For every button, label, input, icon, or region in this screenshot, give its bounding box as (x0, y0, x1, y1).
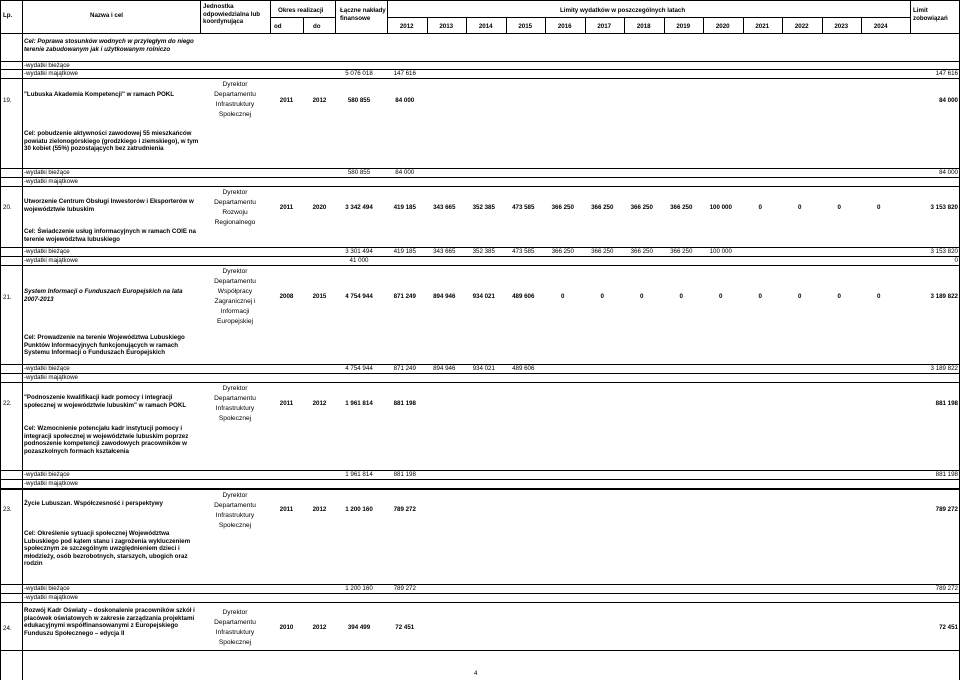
unit-line: Społecznej (218, 522, 252, 529)
value-cell: 366 250 (630, 204, 653, 211)
header-from: od (274, 23, 282, 30)
value-cell: 789 272 (935, 506, 958, 513)
value-cell: 0 (561, 293, 565, 300)
grid-line (0, 177, 960, 178)
project-name: Utworzenie Centrum Obsługi Inwestorów i Eksporterów w województwie lubuskim (24, 198, 194, 213)
unit-line: Zagranicznej i (214, 298, 256, 305)
row-number: 19. (3, 97, 12, 104)
value-cell: 0 (877, 204, 881, 211)
value-cell: 0 (679, 293, 683, 300)
goal-text: Cel: Prowadzenie na terenie Województwa Lubuskiego Punktów Informacyjnych funkcjonujących w ramach Systemu Informacji o Funduszach Europejskich (24, 334, 185, 357)
value-cell: 366 250 (670, 204, 693, 211)
unit-line: Departamentu (214, 619, 256, 626)
grid-line (22, 0, 23, 680)
header-year: 2021 (755, 23, 770, 30)
value-cell: 1 961 814 (345, 400, 373, 407)
capital-label: -wydatki majątkowe (24, 178, 78, 185)
grid-line (0, 256, 960, 257)
unit-line: Infrastruktury (215, 512, 255, 519)
value-cell: 419 185 (393, 248, 416, 255)
header-year: 2024 (873, 23, 888, 30)
current-label: -wydatki bieżące (24, 471, 70, 478)
unit-line: Europejskiej (217, 318, 253, 325)
unit-line: Społecznej (218, 639, 252, 646)
header-unit: koordynująca (203, 18, 244, 26)
value-cell: 0 (954, 257, 958, 264)
unit-line: Rozwoju (222, 209, 248, 216)
value-cell: 147 616 (935, 70, 958, 77)
value-cell: 100 000 (709, 248, 732, 255)
grid-line (303, 17, 304, 33)
grid-line (0, 69, 960, 70)
header-period: Okres realizacji (278, 7, 324, 14)
value-cell: 489 606 (512, 293, 535, 300)
header-year: 2023 (834, 23, 849, 30)
unit-line: Informacji (220, 308, 250, 315)
value-cell: 789 272 (393, 506, 416, 513)
unit-line: Departamentu (214, 502, 256, 509)
value-cell: 881 198 (935, 471, 958, 478)
value-cell: 934 021 (472, 293, 495, 300)
header-name: Nazwa i cel (90, 12, 124, 19)
unit-line: Infrastruktury (215, 101, 255, 108)
grid-line (0, 0, 960, 1)
unit-line: Departamentu (214, 199, 256, 206)
goal-text: Cel: Świadczenie usług informacyjnych w ramach COIE na terenie województwa lubuskiego (24, 228, 196, 243)
value-cell: 0 (798, 204, 802, 211)
header-limits: Limity wydatków w poszczególnych latach (560, 7, 686, 14)
capital-label: -wydatki majątkowe (24, 70, 78, 77)
unit-line: Infrastruktury (215, 405, 255, 412)
grid-line (0, 382, 960, 383)
value-cell: 881 198 (935, 400, 958, 407)
value-cell: 147 616 (393, 70, 416, 77)
capital-label: -wydatki majątkowe (24, 257, 78, 264)
value-cell: 4 754 944 (345, 365, 373, 372)
header-total: Łączne nakłady (340, 7, 386, 14)
from-year: 2010 (279, 624, 294, 631)
to-year: 2020 (312, 204, 327, 211)
from-year: 2011 (279, 97, 294, 104)
unit-line: Dyrektor (222, 492, 248, 499)
header-year: 2015 (518, 23, 533, 30)
project-name: "Lubuska Akademia Kompetencji" w ramach POKL (24, 91, 175, 98)
unit-line: Departamentu (214, 91, 256, 98)
value-cell: 394 499 (347, 624, 371, 631)
value-cell: 352 385 (472, 248, 495, 255)
value-cell: 1 200 160 (345, 506, 373, 513)
grid-line (0, 78, 960, 79)
value-cell: 84 000 (939, 97, 958, 104)
capital-label: -wydatki majątkowe (24, 594, 78, 601)
row-number: 24. (3, 625, 12, 632)
current-label: -wydatki bieżące (24, 62, 70, 69)
value-cell: 3 189 822 (930, 365, 958, 372)
value-cell: 84 000 (395, 97, 415, 104)
value-cell: 3 342 494 (345, 204, 373, 211)
unit-line: Dyrektor (222, 385, 248, 392)
project-name: System Informacji o Funduszach Europejskich na lata 2007-2013 (24, 288, 183, 303)
header-year: 2017 (597, 23, 612, 30)
unit-line: Współpracy (217, 288, 253, 295)
header-year: 2013 (439, 23, 454, 30)
header-limit: Limit (913, 7, 928, 14)
header-unit: Jednostka (203, 3, 234, 10)
value-cell: 3 153 820 (930, 248, 958, 255)
to-year: 2015 (312, 293, 327, 300)
from-year: 2011 (279, 400, 294, 407)
value-cell: 473 585 (512, 204, 535, 211)
value-cell: 419 185 (393, 204, 416, 211)
unit-line: Społecznej (218, 111, 252, 118)
value-cell: 352 385 (472, 204, 495, 211)
value-cell: 366 250 (630, 248, 653, 255)
value-cell: 871 249 (393, 365, 416, 372)
value-cell: 343 665 (433, 248, 456, 255)
grid-line (0, 650, 960, 651)
grid-line (0, 479, 960, 480)
value-cell: 0 (600, 293, 604, 300)
value-cell: 894 946 (433, 293, 456, 300)
project-name: Życie Lubuszan. Współczesność i perspektywy (24, 500, 163, 507)
unit-line: Infrastruktury (215, 629, 255, 636)
unit-line: Dyrektor (222, 609, 248, 616)
to-year: 2012 (312, 400, 327, 407)
grid-line (910, 0, 911, 33)
header-year: 2012 (399, 23, 414, 30)
capital-label: -wydatki majątkowe (24, 480, 78, 487)
grid-line (0, 584, 960, 585)
header-lp: Lp. (3, 12, 13, 19)
header-unit: odpowiedzialna lub (203, 10, 261, 18)
to-year: 2012 (312, 506, 327, 513)
value-cell: 0 (758, 293, 762, 300)
header-year: 2016 (557, 23, 572, 30)
unit-line: Dyrektor (222, 81, 248, 88)
row-number: 22. (3, 400, 12, 407)
value-cell: 580 855 (347, 97, 371, 104)
goal-text: Cel: Określenie sytuacji społecznej Województwa Lubuskiego pod kątem stanu i zagrożenia wykluczeniem społecznym ze szczególnym uwzględnieniem dzieci i młodzieży, osób bezrobotnych, starszych, ubogich oraz rodzin (24, 530, 191, 568)
grid-line (0, 602, 960, 603)
value-cell: 366 250 (591, 204, 614, 211)
value-cell: 0 (798, 293, 802, 300)
grid-line (335, 0, 336, 33)
value-cell: 789 272 (935, 585, 958, 592)
project-name: Rozwój Kadr Oświaty – doskonalenie pracowników szkół i placówek oświatowych w zakresie zarządzania projektami edukacyjnymi współfinansowanymi z Europejskiego Funduszu Społecznego – edycja II (24, 607, 195, 637)
value-cell: 3 301 494 (345, 248, 373, 255)
value-cell: 473 585 (512, 248, 535, 255)
value-cell: 1 200 160 (345, 585, 373, 592)
header-total: finansowe (340, 15, 371, 22)
value-cell: 343 665 (433, 204, 456, 211)
from-year: 2011 (279, 506, 294, 513)
current-label: -wydatki bieżące (24, 169, 70, 176)
row-number: 23. (3, 506, 12, 513)
value-cell: 0 (837, 293, 841, 300)
grid-line (0, 489, 960, 490)
grid-line (200, 0, 201, 33)
capital-label: -wydatki majątkowe (24, 374, 78, 381)
grid-line (0, 186, 960, 187)
unit-line: Społecznej (218, 415, 252, 422)
value-cell: 3 189 822 (930, 293, 958, 300)
value-cell: 789 272 (393, 585, 416, 592)
to-year: 2012 (312, 97, 327, 104)
unit-line: Dyrektor (222, 189, 248, 196)
grid-line (0, 33, 960, 34)
grid-line (0, 168, 960, 169)
value-cell: 934 021 (472, 365, 495, 372)
value-cell: 366 250 (670, 248, 693, 255)
value-cell: 366 250 (551, 204, 574, 211)
value-cell: 72 451 (395, 624, 415, 631)
value-cell: 366 250 (591, 248, 614, 255)
goal-text: Cel: pobudzenie aktywności zawodowej 55 mieszkańców powiatu zielonogórskiego (grodzkiego i ziemskiego), w tym 30 kobiet (55%) pozostających bez zatrudnienia (24, 130, 199, 153)
value-cell: 366 250 (551, 248, 574, 255)
current-label: -wydatki bieżące (24, 365, 70, 372)
value-cell: 489 606 (512, 365, 535, 372)
header-limit: zobowiązań (913, 15, 948, 22)
value-cell: 871 249 (393, 293, 416, 300)
grid-line (0, 470, 960, 471)
value-cell: 580 855 (347, 169, 371, 176)
value-cell: 1 961 814 (345, 471, 373, 478)
to-year: 2012 (312, 624, 327, 631)
header-year: 2022 (794, 23, 809, 30)
goal-text: Cel: Wzmocnienie potencjału kadr instytucji pomocy i integracji społecznej w województwie lubuskim poprzez podnoszenie kompetencji zawodowych pracowników w pozaszkolnych formach kształcenia (24, 425, 189, 455)
header-year: 2019 (676, 23, 691, 30)
value-cell: 3 153 820 (930, 204, 958, 211)
value-cell: 0 (877, 293, 881, 300)
unit-line: Regionalnego (214, 219, 256, 226)
grid-line (0, 593, 960, 594)
value-cell: 881 198 (393, 400, 416, 407)
grid-line (0, 61, 960, 62)
grid-line (0, 0, 1, 680)
value-cell: 4 754 944 (345, 293, 373, 300)
value-cell: 100 000 (709, 204, 732, 211)
goal-text: Cel: Poprawa stosunków wodnych w przyległym do niego terenie zabudowanym jak i użytkowanym rolniczo (24, 38, 194, 53)
unit-line: Dyrektor (222, 268, 248, 275)
row-number: 20. (3, 204, 12, 211)
grid-line (0, 265, 960, 266)
page-number: 4 (474, 670, 478, 677)
value-cell: 0 (640, 293, 644, 300)
header-year: 2018 (636, 23, 651, 30)
value-cell: 5 076 018 (345, 70, 373, 77)
value-cell: 84 000 (395, 169, 415, 176)
current-label: -wydatki bieżące (24, 585, 70, 592)
value-cell: 0 (719, 293, 723, 300)
project-name: "Podnoszenie kwalifikacji kadr pomocy i integracji społecznej w województwie lubuskim" w ramach POKL (24, 394, 187, 409)
value-cell: 84 000 (939, 169, 958, 176)
value-cell: 894 946 (433, 365, 456, 372)
header-year: 2014 (478, 23, 493, 30)
from-year: 2011 (279, 204, 294, 211)
unit-line: Departamentu (214, 278, 256, 285)
value-cell: 0 (758, 204, 762, 211)
header-year: 2020 (715, 23, 730, 30)
from-year: 2008 (279, 293, 294, 300)
row-number: 21. (3, 294, 12, 301)
header-to: do (313, 23, 321, 30)
grid-line (0, 373, 960, 374)
current-label: -wydatki bieżące (24, 248, 70, 255)
unit-line: Departamentu (214, 395, 256, 402)
value-cell: 0 (837, 204, 841, 211)
value-cell: 41 000 (349, 257, 369, 264)
value-cell: 881 198 (393, 471, 416, 478)
value-cell: 72 451 (939, 624, 958, 631)
